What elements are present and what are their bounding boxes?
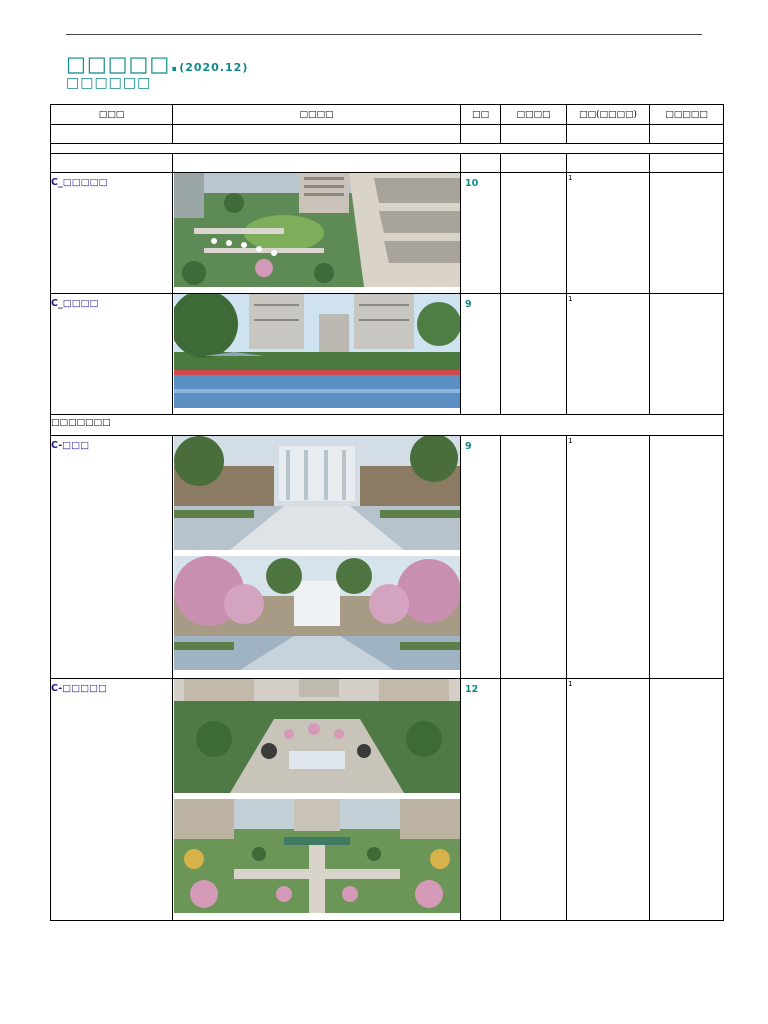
empty-row — [51, 125, 724, 144]
table-row — [51, 436, 724, 679]
row-mark: 1 — [567, 679, 650, 921]
central-garden-aerial-render-1 — [174, 679, 460, 793]
document-subtitle: □□□□□□ — [66, 75, 152, 91]
column-header: □□□□ — [173, 105, 461, 125]
document-title — [66, 52, 248, 76]
row-mark: 1 — [567, 436, 650, 679]
row-name: C_□□□□ — [51, 294, 173, 415]
spacer-row — [51, 144, 724, 154]
column-header: □□(□□□□) — [567, 105, 650, 125]
row-name: C-□□□□□ — [51, 679, 173, 921]
pool-render — [174, 294, 460, 408]
section-label: □□□□□□□ — [51, 415, 724, 436]
empty-row — [51, 154, 724, 173]
landscape-table — [50, 104, 724, 921]
row-score: 12 — [461, 679, 501, 921]
column-header: □□□□ — [501, 105, 567, 125]
water-feature-entrance-render — [174, 436, 460, 550]
row-score: 9 — [461, 294, 501, 415]
table-row — [51, 294, 724, 415]
row-name: C-□□□ — [51, 436, 173, 679]
row-score: 9 — [461, 436, 501, 679]
row-mark: 1 — [567, 173, 650, 294]
garden-aerial-render — [174, 173, 460, 287]
table-row — [51, 679, 724, 921]
table-header-row — [51, 105, 724, 125]
title-date: (2020.12) — [179, 61, 249, 74]
row-name: C_□□□□□ — [51, 173, 173, 294]
central-garden-aerial-render-2 — [174, 799, 460, 913]
row-mark: 1 — [567, 294, 650, 415]
table-row — [51, 173, 724, 294]
cherry-blossom-plaza-render — [174, 556, 460, 670]
column-header: □□□□□ — [650, 105, 724, 125]
title-text: □□□□□. — [66, 52, 180, 76]
row-score: 10 — [461, 173, 501, 294]
column-header: □□ — [461, 105, 501, 125]
section-row — [51, 415, 724, 436]
top-divider — [66, 34, 702, 35]
column-header: □□□ — [51, 105, 173, 125]
